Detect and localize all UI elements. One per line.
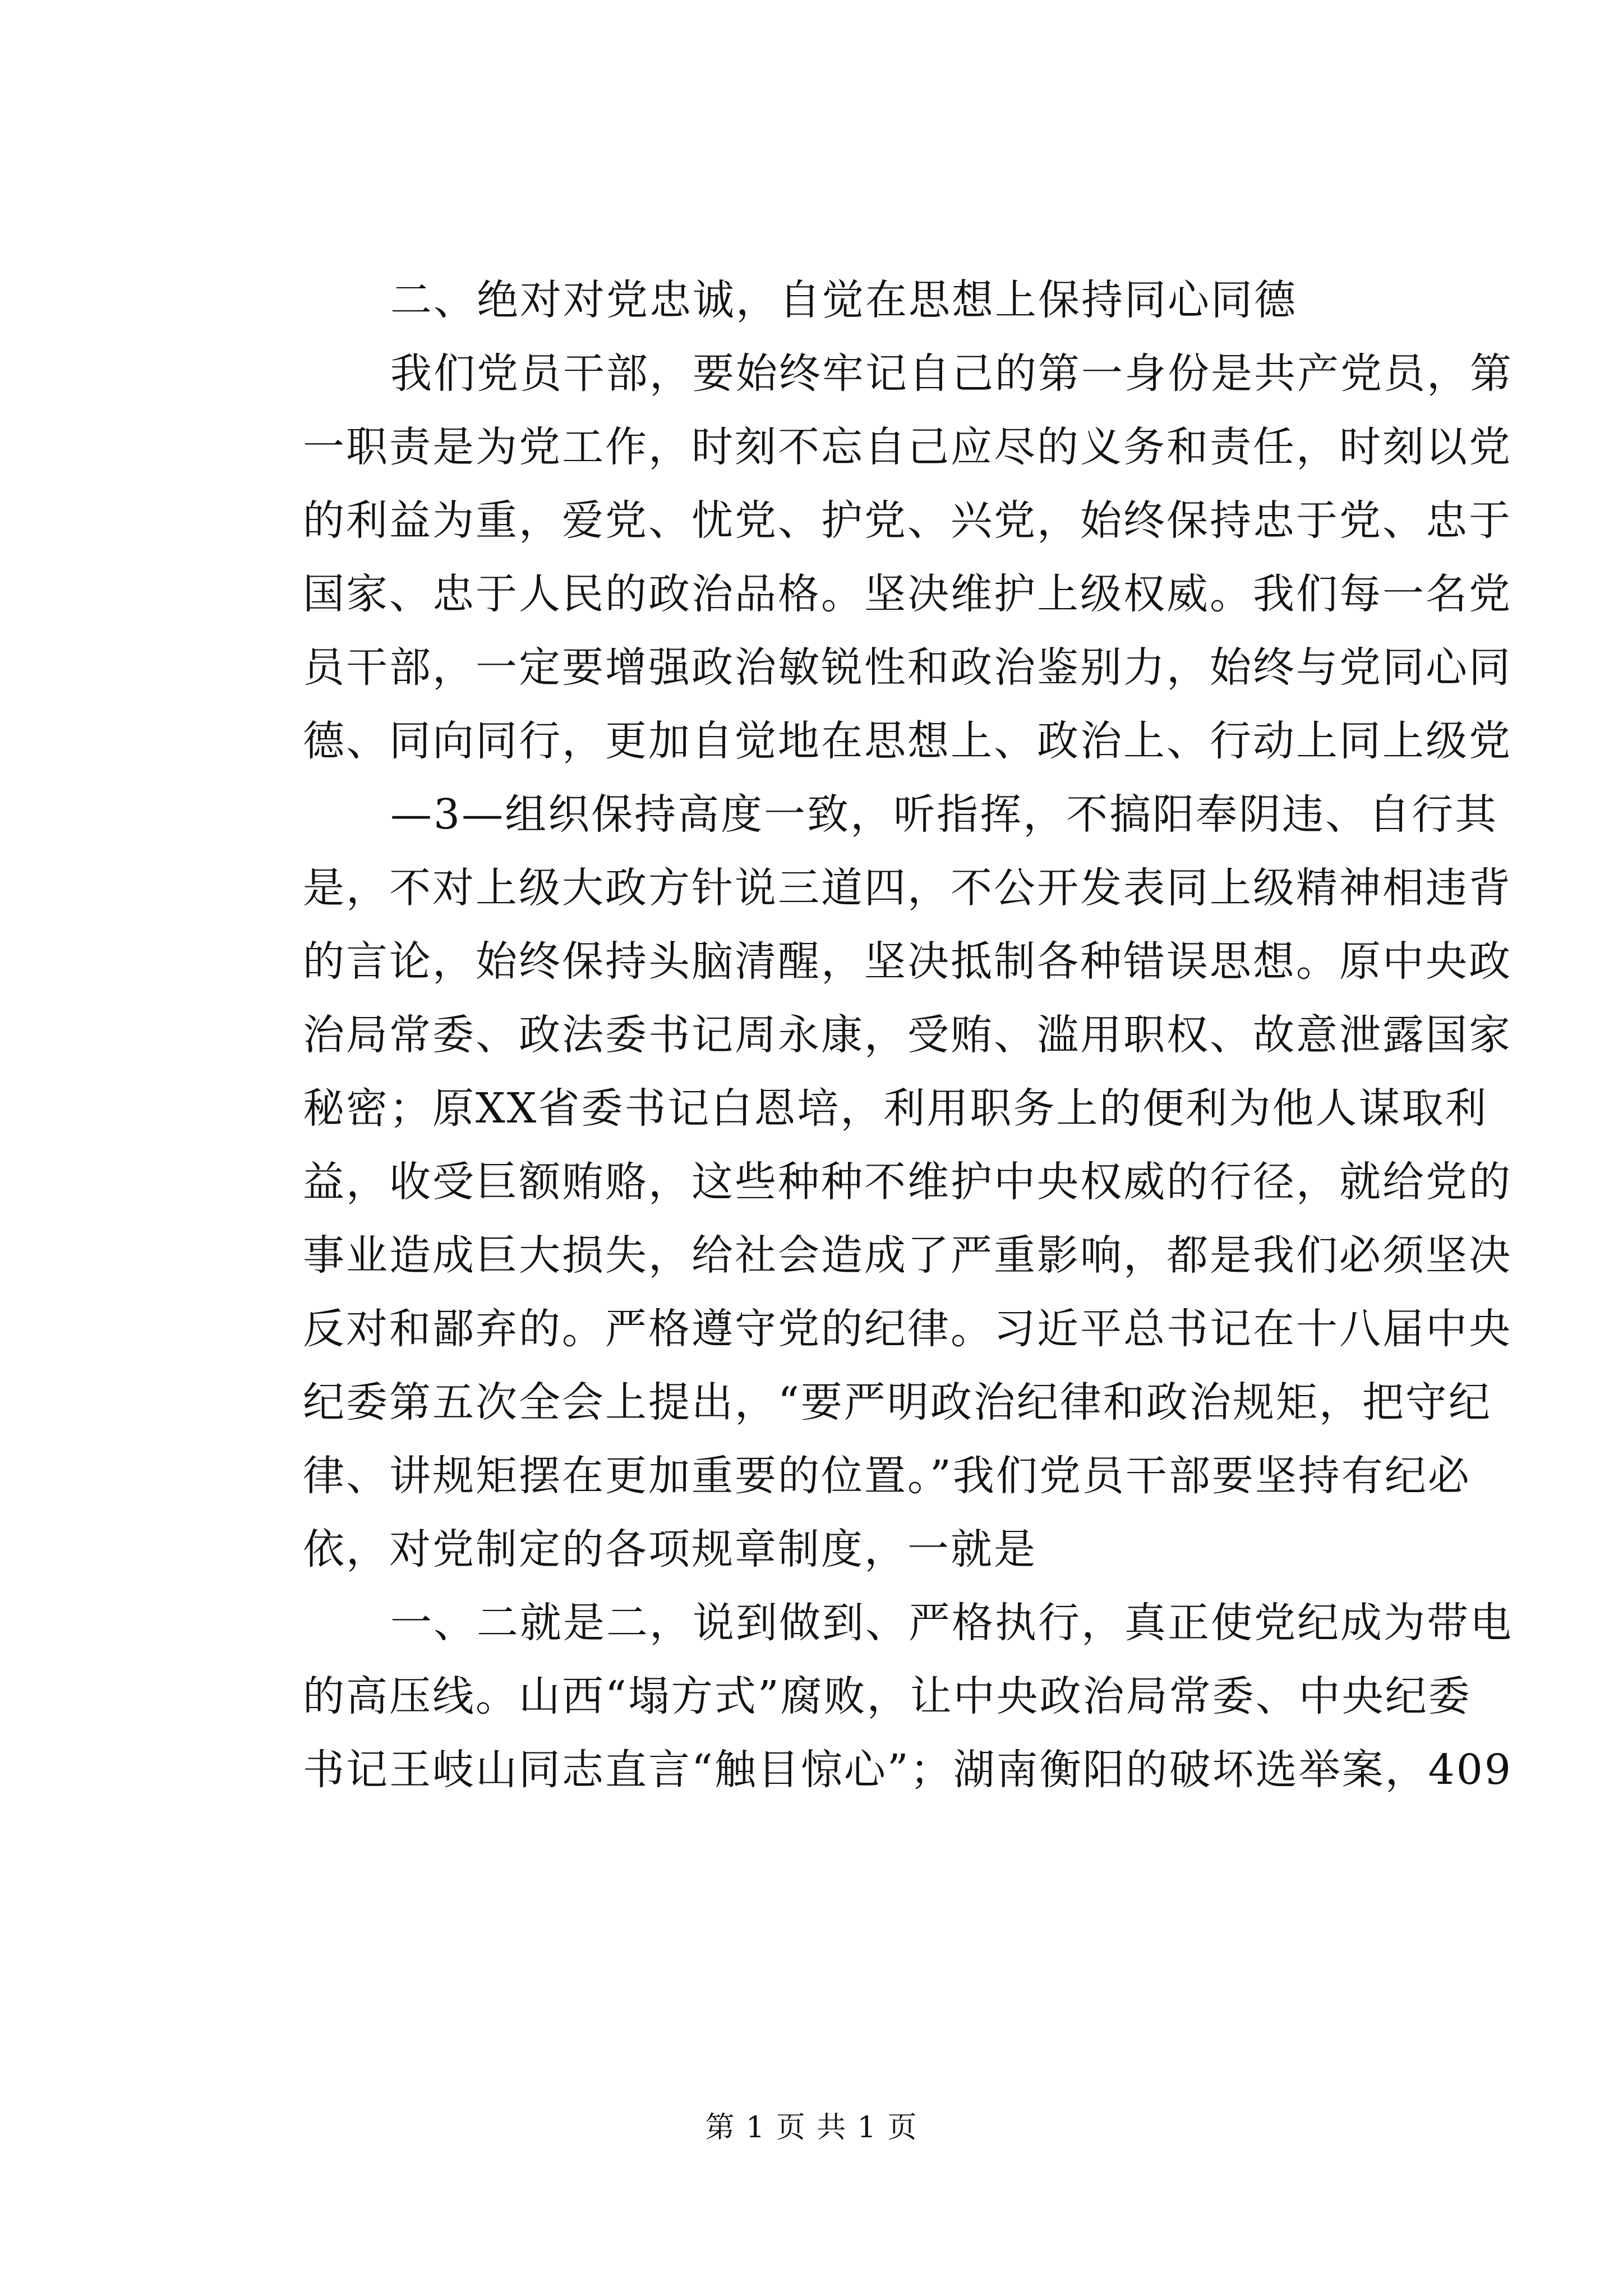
text-line: —3—组织保持高度一致，听指挥，不搞阳奉阴违、自行其	[390, 790, 1498, 839]
text-line: 书记王岐山同志直言“触目惊心”；湖南衡阳的破坏选举案，409	[303, 1746, 1513, 1794]
text-line: 治局常委、政法委书记周永康，受贿、滥用职权、故意泄露国家	[303, 1011, 1512, 1059]
page-footer: 第 1 页 共 1 页	[705, 2111, 918, 2145]
text-line: 反对和鄙弃的。严格遵守党的纪律。习近平总书记在十八届中央	[303, 1305, 1512, 1353]
text-line: 国家、忠于人民的政治品格。坚决维护上级权威。我们每一名党	[303, 570, 1512, 618]
text-line: 的言论，始终保持头脑清醒，坚决抵制各种错误思想。原中央政	[303, 937, 1512, 986]
text-line: 德、同向同行，更加自觉地在思想上、政治上、行动上同上级党	[303, 717, 1512, 765]
text-line: 秘密；原XX省委书记白恩培，利用职务上的便利为他人谋取利	[303, 1084, 1488, 1133]
document-body	[303, 264, 1513, 1807]
text-line: 依，对党制定的各项规章制度，一就是	[303, 1525, 1037, 1573]
text-line: 益，收受巨额贿赂，这些种种不维护中央权威的行径，就给党的	[303, 1158, 1512, 1206]
text-line: 员干部，一定要增强政治敏锐性和政治鉴别力，始终与党同心同	[303, 643, 1512, 692]
text-line: 纪委第五次全会上提出，“要严明政治纪律和政治规矩，把守纪	[303, 1378, 1492, 1427]
text-line: 我们党员干部，要始终牢记自己的第一身份是共产党员，第	[390, 349, 1513, 398]
text-line: 一、二就是二，说到做到、严格执行，真正使党纪成为带电	[390, 1599, 1513, 1647]
text-line: 是，不对上级大政方针说三道四，不公开发表同上级精神相违背	[303, 864, 1512, 912]
text-line: 二、绝对对党忠诚，自觉在思想上保持同心同德	[390, 276, 1297, 324]
text-line: 一职责是为党工作，时刻不忘自己应尽的义务和责任，时刻以党	[303, 423, 1512, 471]
text-line: 律、讲规矩摆在更加重要的位置。”我们党员干部要坚持有纪必	[303, 1452, 1471, 1500]
text-line: 的利益为重，爱党、忧党、护党、兴党，始终保持忠于党、忠于	[303, 496, 1512, 545]
text-line: 的高压线。山西“塌方式”腐败，让中央政治局常委、中央纪委	[303, 1672, 1472, 1720]
text-line: 事业造成巨大损失，给社会造成了严重影响，都是我们必须坚决	[303, 1231, 1512, 1280]
